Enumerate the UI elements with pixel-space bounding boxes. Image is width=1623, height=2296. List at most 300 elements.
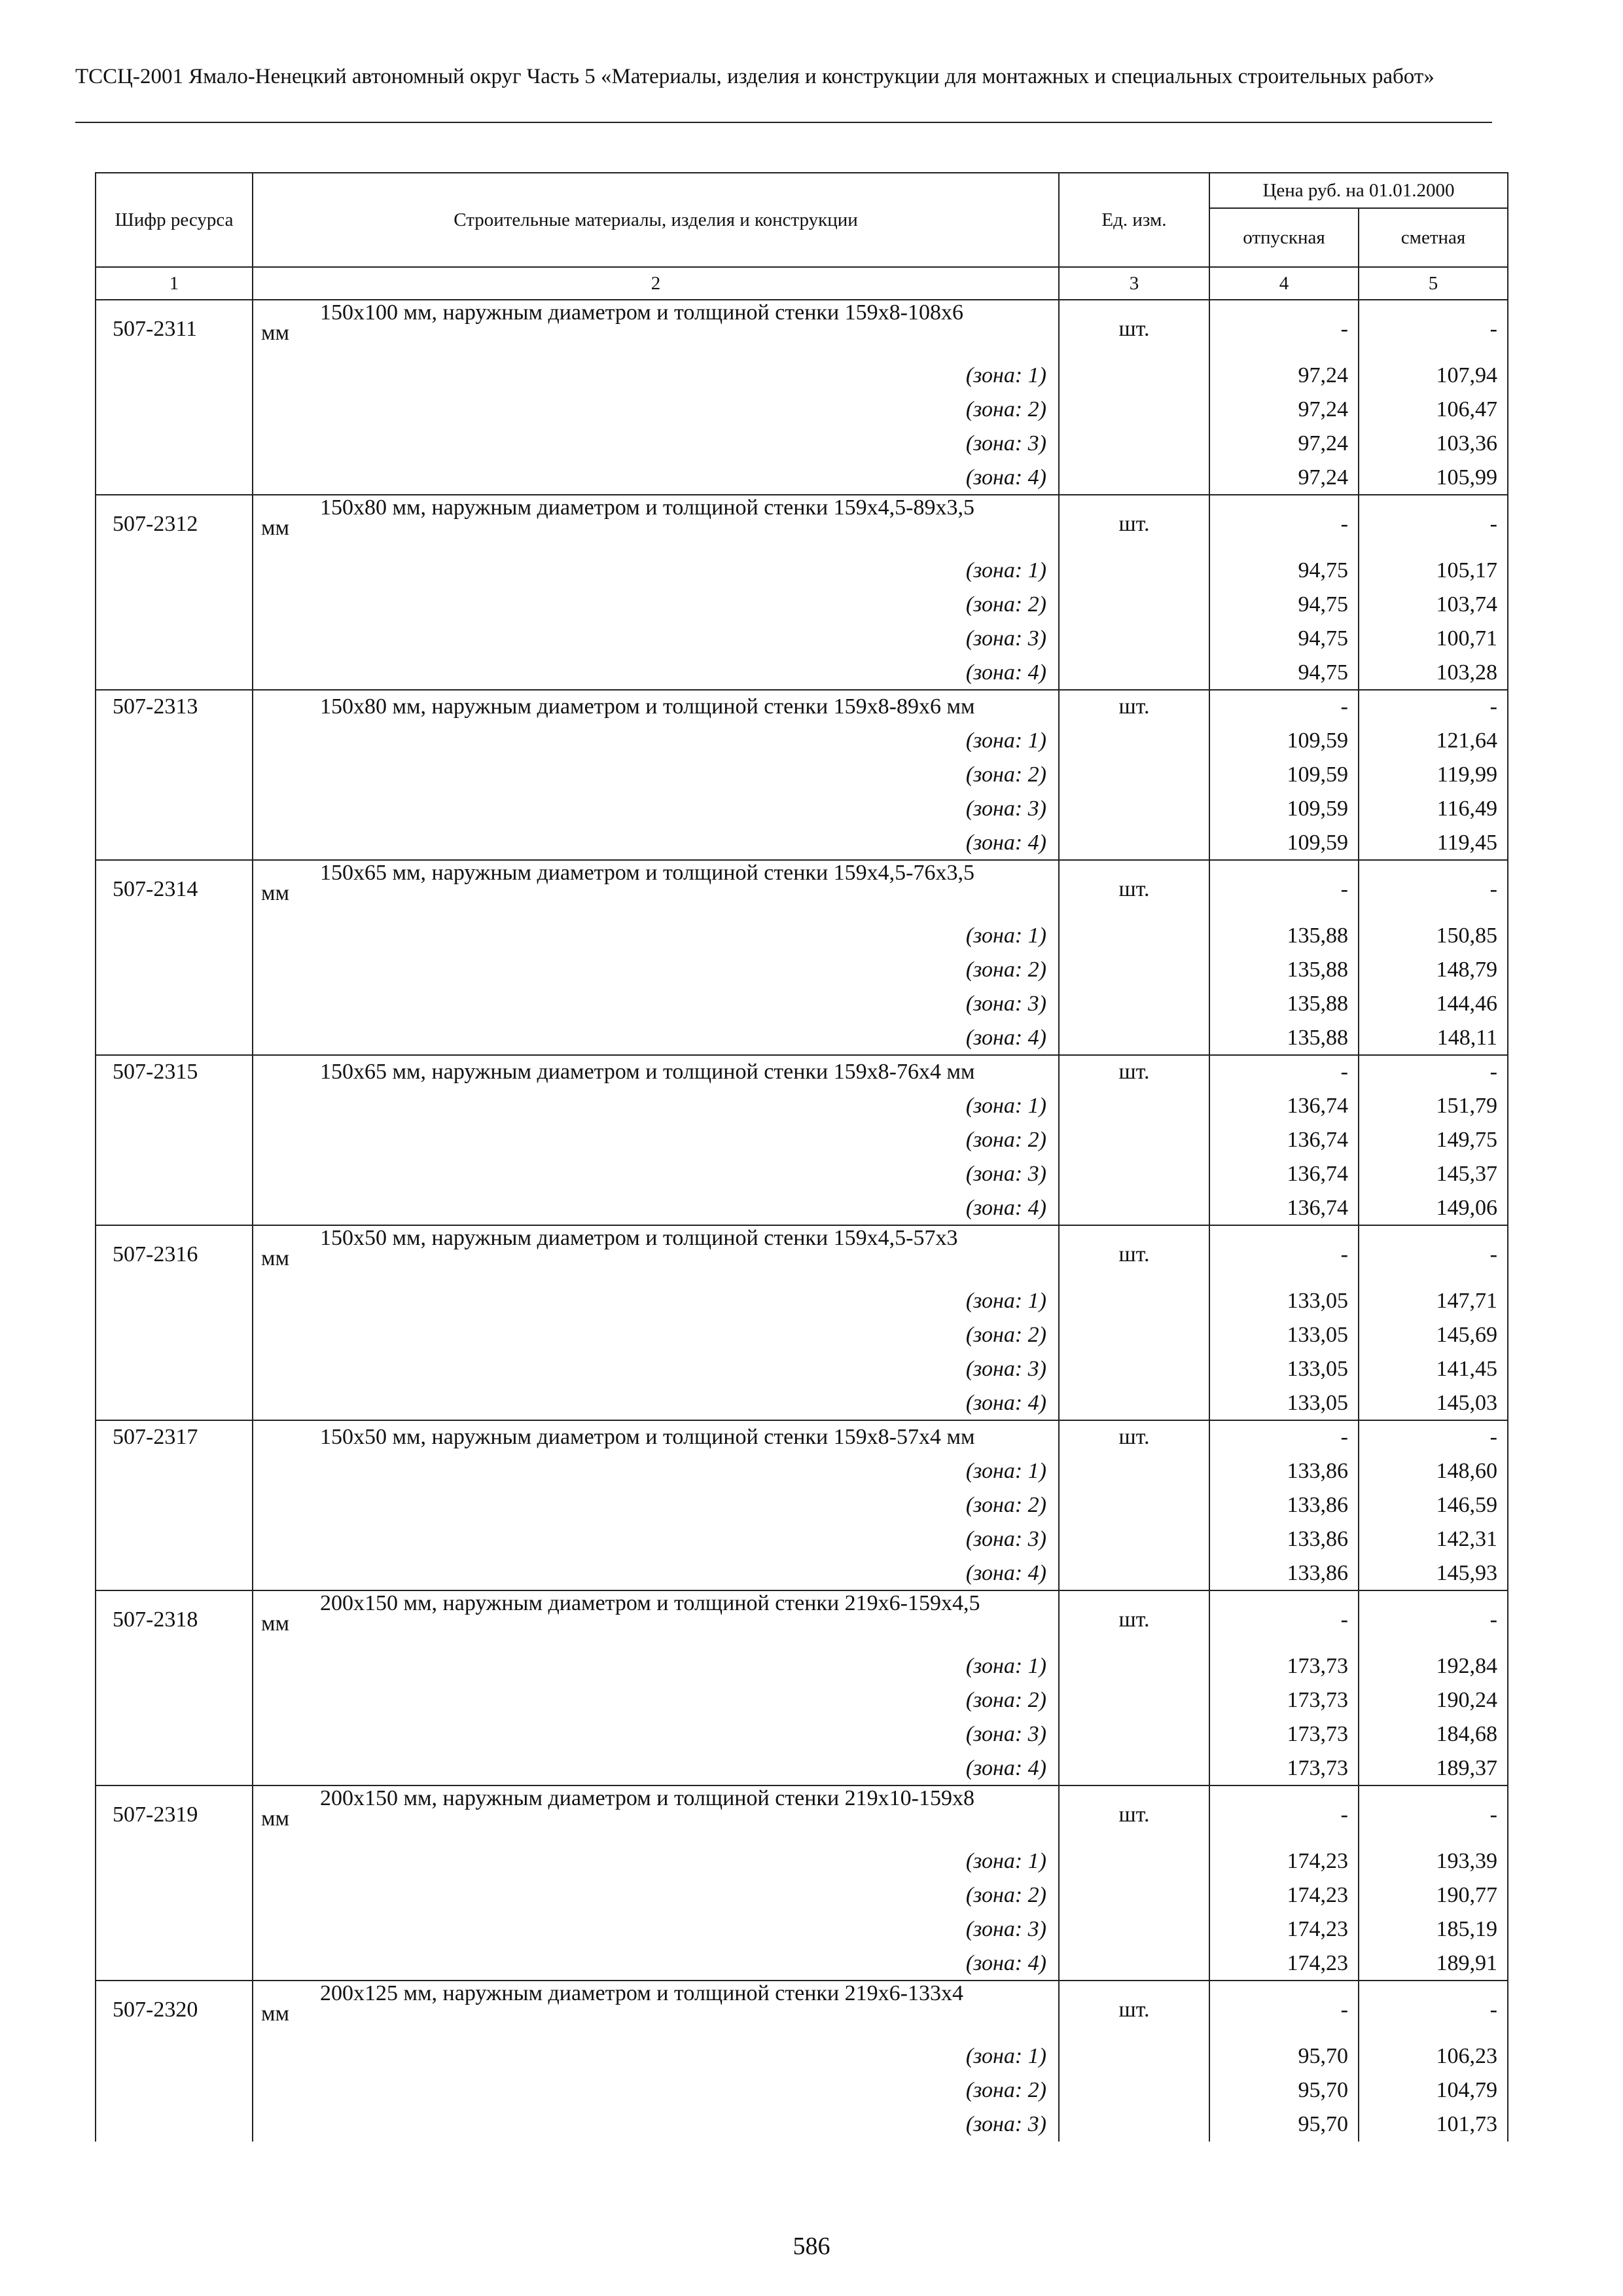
zone-estimate-price: 119,45: [1359, 826, 1508, 860]
zone-release-price: 95,70: [1209, 2073, 1359, 2108]
resource-code: 507-2317: [96, 1420, 253, 1454]
zone-estimate-price: 148,79: [1359, 953, 1508, 987]
empty-code-cell: [96, 1946, 253, 1981]
empty-code-cell: [96, 359, 253, 393]
material-description-text: 150х100 мм, наружным диаметром и толщиной стенки 159х8-108х6: [320, 300, 963, 325]
zone-label: (зона: 2): [253, 1878, 1059, 1912]
material-description-text: 150х50 мм, наружным диаметром и толщиной стенки 159х4,5-57х3: [320, 1226, 958, 1250]
release-price: -: [1209, 300, 1359, 359]
resource-code: 507-2312: [96, 495, 253, 554]
zone-release-price: 173,73: [1209, 1751, 1359, 1785]
material-description-unit-tail: мм: [261, 1611, 290, 1636]
zone-release-price: 136,74: [1209, 1191, 1359, 1225]
zone-estimate-price: 147,71: [1359, 1284, 1508, 1318]
material-description-cell: [253, 1785, 1059, 1844]
material-description: [253, 300, 1058, 345]
empty-code-cell: [96, 1021, 253, 1055]
zone-estimate-price: 189,91: [1359, 1946, 1508, 1981]
empty-unit-cell: [1059, 919, 1209, 953]
zone-release-price: 174,23: [1209, 1912, 1359, 1946]
empty-code-cell: [96, 1123, 253, 1157]
empty-unit-cell: [1059, 1556, 1209, 1590]
zone-label: (зона: 3): [253, 622, 1059, 656]
zone-row: [96, 622, 1508, 656]
zone-estimate-price: 103,74: [1359, 588, 1508, 622]
empty-unit-cell: [1059, 987, 1209, 1021]
empty-code-cell: [96, 1556, 253, 1590]
zone-release-price: 133,86: [1209, 1454, 1359, 1488]
release-price: -: [1209, 1420, 1359, 1454]
empty-unit-cell: [1059, 826, 1209, 860]
empty-code-cell: [96, 656, 253, 690]
zone-release-price: 109,59: [1209, 826, 1359, 860]
empty-code-cell: [96, 1844, 253, 1878]
empty-unit-cell: [1059, 1191, 1209, 1225]
zone-row: [96, 758, 1508, 792]
empty-unit-cell: [1059, 359, 1209, 393]
material-description-cell: [253, 1590, 1059, 1649]
empty-code-cell: [96, 724, 253, 758]
zone-row: [96, 1717, 1508, 1751]
estimate-price: -: [1359, 300, 1508, 359]
empty-unit-cell: [1059, 758, 1209, 792]
empty-unit-cell: [1059, 1751, 1209, 1785]
material-description: [253, 1425, 1058, 1450]
zone-label: (зона: 2): [253, 393, 1059, 427]
zone-label: (зона: 3): [253, 1157, 1059, 1191]
zone-label: (зона: 2): [253, 2073, 1059, 2108]
zone-estimate-price: 190,24: [1359, 1683, 1508, 1717]
estimate-price: -: [1359, 1590, 1508, 1649]
zone-row: [96, 1878, 1508, 1912]
material-description: [253, 1591, 1058, 1636]
column-number-4: 4: [1209, 267, 1359, 300]
empty-unit-cell: [1059, 1946, 1209, 1981]
empty-unit-cell: [1059, 1318, 1209, 1352]
empty-unit-cell: [1059, 1123, 1209, 1157]
column-number-3: 3: [1059, 267, 1209, 300]
zone-label: (зона: 4): [253, 1021, 1059, 1055]
release-price: -: [1209, 495, 1359, 554]
unit-of-measure: шт.: [1059, 1225, 1209, 1284]
zone-label: (зона: 4): [253, 1386, 1059, 1420]
resource-code: 507-2315: [96, 1055, 253, 1089]
zone-label: (зона: 1): [253, 554, 1059, 588]
zone-release-price: 173,73: [1209, 1649, 1359, 1683]
zone-estimate-price: 148,11: [1359, 1021, 1508, 1055]
empty-unit-cell: [1059, 1386, 1209, 1420]
material-description-text: 150х80 мм, наружным диаметром и толщиной стенки 159х4,5-89х3,5: [320, 495, 974, 520]
zone-label: (зона: 1): [253, 1649, 1059, 1683]
zone-row: [96, 1556, 1508, 1590]
release-price: -: [1209, 1055, 1359, 1089]
material-description: [253, 694, 1058, 719]
empty-unit-cell: [1059, 792, 1209, 826]
zone-release-price: 136,74: [1209, 1157, 1359, 1191]
column-header-price-group: Цена руб. на 01.01.2000: [1209, 173, 1508, 208]
empty-unit-cell: [1059, 1157, 1209, 1191]
empty-code-cell: [96, 427, 253, 461]
zone-release-price: 135,88: [1209, 919, 1359, 953]
unit-of-measure: шт.: [1059, 1420, 1209, 1454]
zone-release-price: 95,70: [1209, 2108, 1359, 2142]
empty-code-cell: [96, 588, 253, 622]
zone-label: (зона: 4): [253, 656, 1059, 690]
zone-label: (зона: 3): [253, 2108, 1059, 2142]
zone-label: (зона: 3): [253, 427, 1059, 461]
zone-label: (зона: 4): [253, 461, 1059, 495]
zone-release-price: 133,86: [1209, 1522, 1359, 1556]
zone-estimate-price: 184,68: [1359, 1717, 1508, 1751]
zone-estimate-price: 105,99: [1359, 461, 1508, 495]
column-header-estimate: сметная: [1359, 208, 1508, 267]
zone-row: [96, 1912, 1508, 1946]
zone-label: (зона: 2): [253, 1123, 1059, 1157]
material-description-text: 200х150 мм, наружным диаметром и толщиной стенки 219х10-159х8: [320, 1786, 974, 1810]
estimate-price: -: [1359, 1785, 1508, 1844]
zone-label: (зона: 4): [253, 1946, 1059, 1981]
zone-estimate-price: 106,23: [1359, 2039, 1508, 2073]
empty-code-cell: [96, 2073, 253, 2108]
table-row: [96, 1785, 1508, 1844]
column-number-1: 1: [96, 267, 253, 300]
unit-of-measure: шт.: [1059, 1981, 1209, 2039]
estimate-price: -: [1359, 690, 1508, 724]
zone-release-price: 136,74: [1209, 1089, 1359, 1123]
zone-release-price: 97,24: [1209, 359, 1359, 393]
zone-release-price: 94,75: [1209, 588, 1359, 622]
zone-label: (зона: 1): [253, 1284, 1059, 1318]
resource-code: 507-2316: [96, 1225, 253, 1284]
zone-row: [96, 1021, 1508, 1055]
material-description-text: 150х50 мм, наружным диаметром и толщиной стенки 159х8-57х4 мм: [320, 1425, 975, 1449]
unit-of-measure: шт.: [1059, 690, 1209, 724]
material-description-text: 150х65 мм, наружным диаметром и толщиной стенки 159х8-76х4 мм: [320, 1060, 975, 1084]
zone-estimate-price: 142,31: [1359, 1522, 1508, 1556]
release-price: -: [1209, 1225, 1359, 1284]
zone-label: (зона: 2): [253, 588, 1059, 622]
zone-release-price: 94,75: [1209, 622, 1359, 656]
zone-row: [96, 1683, 1508, 1717]
zone-row: [96, 554, 1508, 588]
material-description-cell: [253, 1225, 1059, 1284]
zone-row: [96, 1089, 1508, 1123]
empty-unit-cell: [1059, 1912, 1209, 1946]
zone-row: [96, 1946, 1508, 1981]
empty-code-cell: [96, 1683, 253, 1717]
empty-unit-cell: [1059, 1844, 1209, 1878]
zone-estimate-price: 101,73: [1359, 2108, 1508, 2142]
page-number: 586: [793, 2233, 830, 2260]
empty-unit-cell: [1059, 2073, 1209, 2108]
empty-code-cell: [96, 953, 253, 987]
empty-unit-cell: [1059, 461, 1209, 495]
zone-release-price: 109,59: [1209, 758, 1359, 792]
release-price: -: [1209, 1785, 1359, 1844]
empty-code-cell: [96, 2039, 253, 2073]
empty-code-cell: [96, 919, 253, 953]
unit-of-measure: шт.: [1059, 1590, 1209, 1649]
zone-release-price: 109,59: [1209, 792, 1359, 826]
empty-unit-cell: [1059, 953, 1209, 987]
zone-release-price: 97,24: [1209, 461, 1359, 495]
header-rule: [75, 122, 1492, 123]
empty-code-cell: [96, 1717, 253, 1751]
estimate-price: -: [1359, 1055, 1508, 1089]
empty-unit-cell: [1059, 427, 1209, 461]
zone-release-price: 173,73: [1209, 1683, 1359, 1717]
zone-release-price: 135,88: [1209, 1021, 1359, 1055]
material-description: [253, 1981, 1058, 2026]
empty-code-cell: [96, 1284, 253, 1318]
zone-row: [96, 987, 1508, 1021]
material-description-cell: [253, 1055, 1059, 1089]
table-row: [96, 1055, 1508, 1089]
zone-release-price: 97,24: [1209, 427, 1359, 461]
empty-code-cell: [96, 1191, 253, 1225]
resource-code: 507-2311: [96, 300, 253, 359]
release-price: -: [1209, 1590, 1359, 1649]
zone-estimate-price: 119,99: [1359, 758, 1508, 792]
zone-release-price: 133,05: [1209, 1386, 1359, 1420]
empty-unit-cell: [1059, 1284, 1209, 1318]
empty-code-cell: [96, 1912, 253, 1946]
zone-row: [96, 1844, 1508, 1878]
zone-row: [96, 792, 1508, 826]
material-description: [253, 861, 1058, 905]
price-table: [95, 172, 1508, 2142]
estimate-price: -: [1359, 860, 1508, 919]
column-header-release: отпускная: [1209, 208, 1359, 267]
material-description-unit-tail: мм: [261, 516, 290, 540]
zone-release-price: 133,05: [1209, 1352, 1359, 1386]
empty-code-cell: [96, 1318, 253, 1352]
zone-release-price: 135,88: [1209, 987, 1359, 1021]
zone-release-price: 133,86: [1209, 1556, 1359, 1590]
resource-code: 507-2314: [96, 860, 253, 919]
zone-estimate-price: 148,60: [1359, 1454, 1508, 1488]
empty-code-cell: [96, 1649, 253, 1683]
empty-code-cell: [96, 1522, 253, 1556]
zone-release-price: 94,75: [1209, 554, 1359, 588]
zone-label: (зона: 4): [253, 1191, 1059, 1225]
zone-estimate-price: 193,39: [1359, 1844, 1508, 1878]
zone-release-price: 94,75: [1209, 656, 1359, 690]
empty-code-cell: [96, 393, 253, 427]
zone-release-price: 109,59: [1209, 724, 1359, 758]
table-row: [96, 1420, 1508, 1454]
empty-unit-cell: [1059, 1352, 1209, 1386]
material-description-unit-tail: мм: [261, 2001, 290, 2026]
zone-label: (зона: 2): [253, 1683, 1059, 1717]
empty-unit-cell: [1059, 554, 1209, 588]
zone-row: [96, 1649, 1508, 1683]
material-description-text: 150х80 мм, наружным диаметром и толщиной стенки 159х8-89х6 мм: [320, 694, 975, 719]
empty-code-cell: [96, 1751, 253, 1785]
empty-unit-cell: [1059, 1488, 1209, 1522]
material-description: [253, 1786, 1058, 1831]
material-description: [253, 1060, 1058, 1085]
zone-release-price: 135,88: [1209, 953, 1359, 987]
zone-estimate-price: 103,28: [1359, 656, 1508, 690]
unit-of-measure: шт.: [1059, 1055, 1209, 1089]
material-description-cell: [253, 300, 1059, 359]
empty-code-cell: [96, 1352, 253, 1386]
zone-row: [96, 1386, 1508, 1420]
table-row: [96, 1225, 1508, 1284]
resource-code: 507-2313: [96, 690, 253, 724]
material-description-text: 200х125 мм, наружным диаметром и толщиной стенки 219х6-133х4: [320, 1981, 963, 2005]
zone-label: (зона: 3): [253, 792, 1059, 826]
empty-code-cell: [96, 826, 253, 860]
column-header-code: Шифр ресурса: [96, 173, 253, 267]
zone-row: [96, 359, 1508, 393]
zone-label: (зона: 4): [253, 1751, 1059, 1785]
zone-estimate-price: 103,36: [1359, 427, 1508, 461]
zone-label: (зона: 1): [253, 359, 1059, 393]
table-row: [96, 495, 1508, 554]
zone-row: [96, 1454, 1508, 1488]
zone-estimate-price: 104,79: [1359, 2073, 1508, 2108]
zone-estimate-price: 185,19: [1359, 1912, 1508, 1946]
zone-label: (зона: 2): [253, 953, 1059, 987]
release-price: -: [1209, 1981, 1359, 2039]
empty-code-cell: [96, 1157, 253, 1191]
zone-label: (зона: 1): [253, 724, 1059, 758]
zone-estimate-price: 100,71: [1359, 622, 1508, 656]
zone-release-price: 133,05: [1209, 1284, 1359, 1318]
zone-estimate-price: 145,37: [1359, 1157, 1508, 1191]
zone-estimate-price: 190,77: [1359, 1878, 1508, 1912]
zone-estimate-price: 149,75: [1359, 1123, 1508, 1157]
table-row: [96, 300, 1508, 359]
zone-estimate-price: 106,47: [1359, 393, 1508, 427]
empty-unit-cell: [1059, 2108, 1209, 2142]
column-header-name: Строительные материалы, изделия и конструкции: [253, 173, 1059, 267]
zone-estimate-price: 145,69: [1359, 1318, 1508, 1352]
material-description-unit-tail: мм: [261, 321, 290, 345]
zone-row: [96, 1488, 1508, 1522]
empty-unit-cell: [1059, 588, 1209, 622]
material-description: [253, 1226, 1058, 1270]
estimate-price: -: [1359, 1225, 1508, 1284]
zone-row: [96, 1318, 1508, 1352]
zone-label: (зона: 2): [253, 1488, 1059, 1522]
zone-release-price: 174,23: [1209, 1946, 1359, 1981]
empty-unit-cell: [1059, 1021, 1209, 1055]
zone-estimate-price: 144,46: [1359, 987, 1508, 1021]
zone-release-price: 174,23: [1209, 1844, 1359, 1878]
zone-row: [96, 1522, 1508, 1556]
release-price: -: [1209, 690, 1359, 724]
page-header: ТССЦ-2001 Ямало-Ненецкий автономный округ Часть 5 «Материалы, изделия и конструкции для монтажных и специальных строительных работ»: [75, 65, 1435, 88]
empty-unit-cell: [1059, 1683, 1209, 1717]
zone-estimate-price: 121,64: [1359, 724, 1508, 758]
zone-estimate-price: 141,45: [1359, 1352, 1508, 1386]
zone-release-price: 173,73: [1209, 1717, 1359, 1751]
empty-unit-cell: [1059, 656, 1209, 690]
zone-label: (зона: 4): [253, 826, 1059, 860]
zone-release-price: 97,24: [1209, 393, 1359, 427]
zone-row: [96, 1352, 1508, 1386]
zone-release-price: 136,74: [1209, 1123, 1359, 1157]
empty-unit-cell: [1059, 1649, 1209, 1683]
zone-row: [96, 427, 1508, 461]
empty-code-cell: [96, 1488, 253, 1522]
empty-unit-cell: [1059, 1454, 1209, 1488]
resource-code: 507-2320: [96, 1981, 253, 2039]
empty-unit-cell: [1059, 1089, 1209, 1123]
zone-label: (зона: 1): [253, 919, 1059, 953]
empty-code-cell: [96, 987, 253, 1021]
zone-estimate-price: 150,85: [1359, 919, 1508, 953]
zone-estimate-price: 149,06: [1359, 1191, 1508, 1225]
zone-label: (зона: 3): [253, 1912, 1059, 1946]
zone-row: [96, 656, 1508, 690]
material-description-unit-tail: мм: [261, 1246, 290, 1270]
zone-row: [96, 461, 1508, 495]
material-description-cell: [253, 1420, 1059, 1454]
estimate-price: -: [1359, 1420, 1508, 1454]
empty-code-cell: [96, 461, 253, 495]
zone-row: [96, 826, 1508, 860]
zone-estimate-price: 192,84: [1359, 1649, 1508, 1683]
empty-code-cell: [96, 554, 253, 588]
material-description-cell: [253, 690, 1059, 724]
unit-of-measure: шт.: [1059, 860, 1209, 919]
zone-release-price: 95,70: [1209, 2039, 1359, 2073]
zone-row: [96, 2108, 1508, 2142]
estimate-price: -: [1359, 1981, 1508, 2039]
column-number-5: 5: [1359, 267, 1508, 300]
zone-label: (зона: 1): [253, 2039, 1059, 2073]
empty-code-cell: [96, 2108, 253, 2142]
resource-code: 507-2319: [96, 1785, 253, 1844]
empty-unit-cell: [1059, 393, 1209, 427]
zone-row: [96, 919, 1508, 953]
zone-label: (зона: 1): [253, 1089, 1059, 1123]
zone-row: [96, 1751, 1508, 1785]
table-row: [96, 690, 1508, 724]
resource-code: 507-2318: [96, 1590, 253, 1649]
empty-code-cell: [96, 622, 253, 656]
zone-release-price: 133,05: [1209, 1318, 1359, 1352]
material-description-cell: [253, 1981, 1059, 2039]
empty-unit-cell: [1059, 724, 1209, 758]
zone-row: [96, 1284, 1508, 1318]
zone-label: (зона: 1): [253, 1844, 1059, 1878]
material-description: [253, 495, 1058, 540]
table-row: [96, 1981, 1508, 2039]
zone-row: [96, 393, 1508, 427]
zone-estimate-price: 116,49: [1359, 792, 1508, 826]
zone-label: (зона: 3): [253, 1717, 1059, 1751]
unit-of-measure: шт.: [1059, 1785, 1209, 1844]
release-price: -: [1209, 860, 1359, 919]
estimate-price: -: [1359, 495, 1508, 554]
column-header-unit: Ед. изм.: [1059, 173, 1209, 267]
material-description-unit-tail: мм: [261, 1806, 290, 1831]
zone-row: [96, 953, 1508, 987]
zone-label: (зона: 3): [253, 1352, 1059, 1386]
empty-code-cell: [96, 792, 253, 826]
empty-unit-cell: [1059, 1878, 1209, 1912]
zone-label: (зона: 3): [253, 1522, 1059, 1556]
zone-label: (зона: 1): [253, 1454, 1059, 1488]
unit-of-measure: шт.: [1059, 495, 1209, 554]
zone-row: [96, 1123, 1508, 1157]
empty-code-cell: [96, 1386, 253, 1420]
